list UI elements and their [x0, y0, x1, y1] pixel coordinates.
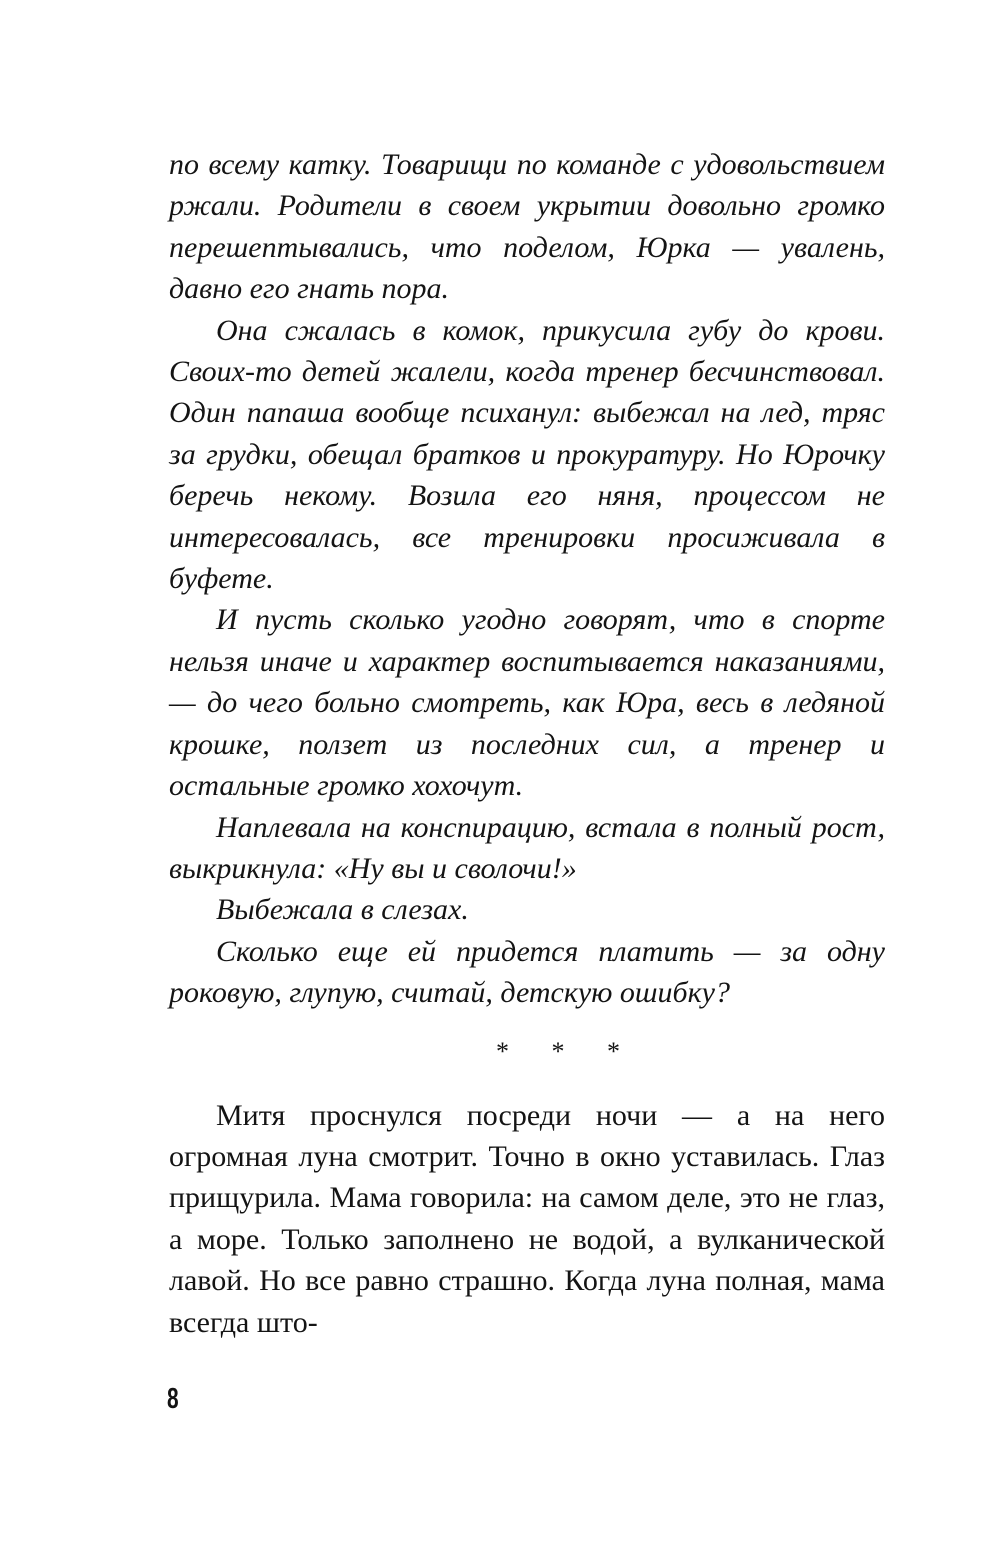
paragraph: Выбежала в слезах.: [216, 893, 469, 927]
paragraph: Митя проснулся посреди ночи — а на него огромная луна смотрит. Точно в окно уставилась. Глаз прищурила. Мама говорила: на самом деле, это не глаз, а море. Только заполнено не водой, а вулканической лавой. Но все равно страшно. Когда луна полная, мама всегда што-: [169, 1098, 885, 1339]
section-separator: * * *: [496, 1036, 638, 1066]
paragraph: Наплевала на конспирацию, встала в полный рост, выкрикнула: «Ну вы и сволочи!»: [169, 810, 885, 885]
paragraph: Она сжалась в комок, прикусила губу до крови. Своих-то детей жалели, когда тренер бесчинствовал. Один папаша вообще психанул: выбежал на лед, тряс за грудки, обещал братков и прокуратуру. Но Юрочку беречь некому. Возила его няня, процессом не интересовалась, все тренировки просиживала в буфете.: [169, 313, 885, 596]
page-body: [169, 144, 885, 1343]
paragraph: Сколько еще ей придется платить — за одну роковую, глупую, считай, детскую ошибку?: [169, 934, 885, 1010]
paragraph-continuation: по всему катку. Товарищи по команде с удовольствием ржали. Родители в своем укрытии довольно громко перешептывались, что поделом, Юрка — увалень, давно его гнать пора.: [169, 148, 885, 306]
roman-section: [169, 1095, 885, 1343]
page-number: 8: [167, 1383, 179, 1415]
italic-section: [169, 144, 885, 1014]
paragraph: И пусть сколько угодно говорят, что в спорте нельзя иначе и характер воспитывается наказаниями, — до чего больно смотреть, как Юра, весь в ледяной крошке, ползет из последних сил, а тренер и остальные громко хохочут.: [169, 603, 885, 803]
